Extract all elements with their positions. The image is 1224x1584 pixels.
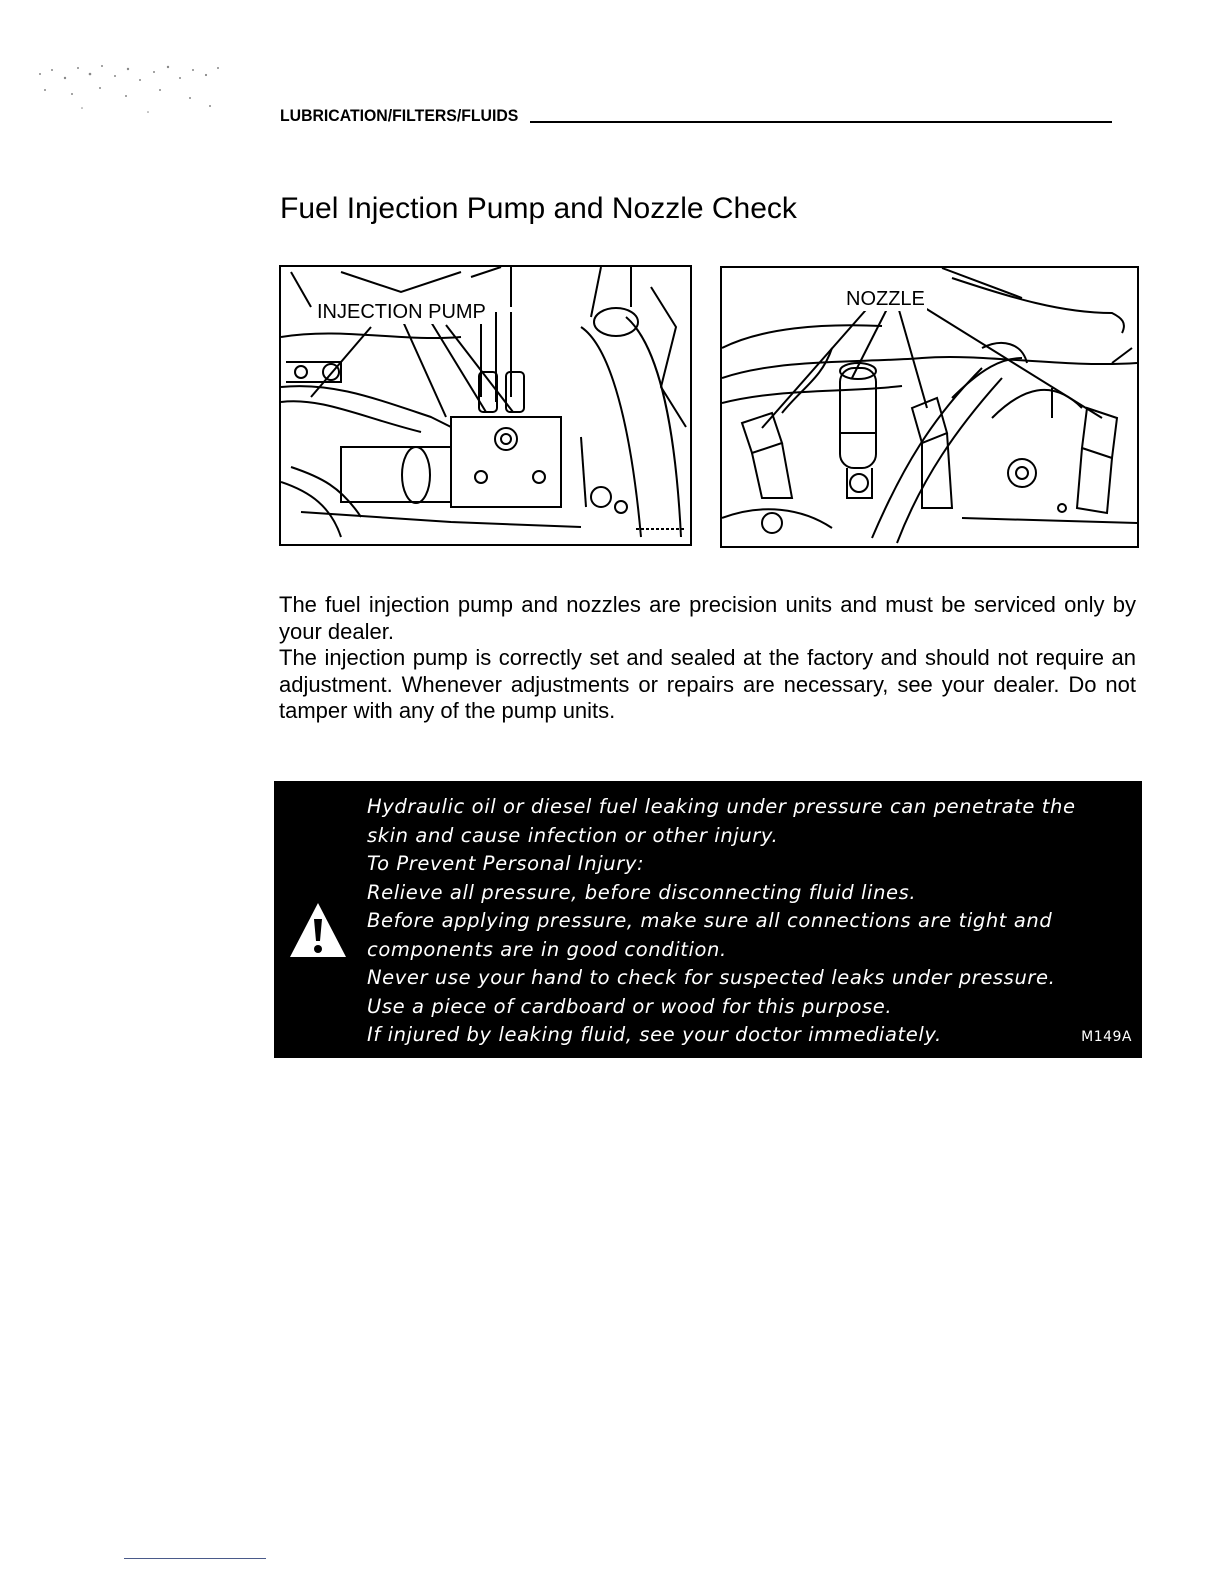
warning-line: To Prevent Personal Injury: <box>367 852 645 875</box>
body-paragraph-2: The injection pump is correctly set and sealed at the factory and should not require an adjustment. Whenever adjustments or repairs are necessary, see your dealer. Do not tamper with any of the pump units. <box>279 645 1136 723</box>
header-rule <box>530 121 1112 123</box>
injection-pump-label: INJECTION PUMP <box>317 301 486 323</box>
warning-triangle-icon <box>288 901 348 959</box>
warning-code: M149A <box>1081 1029 1132 1045</box>
scan-speckle-decoration <box>30 60 230 120</box>
warning-line: Before applying pressure, make sure all connections are tight and <box>367 909 1053 932</box>
body-paragraph-1: The fuel injection pump and nozzles are precision units and must be serviced only by your dealer. <box>279 592 1136 644</box>
page-title: Fuel Injection Pump and Nozzle Check <box>280 192 797 225</box>
footer-rule <box>124 1558 266 1559</box>
nozzle-figure <box>720 266 1139 548</box>
warning-line: Relieve all pressure, before disconnecting fluid lines. <box>367 880 917 904</box>
page-header <box>280 106 1112 126</box>
warning-line: Never use your hand to check for suspected leaks under pressure. <box>367 966 1056 989</box>
nozzle-label: NOZZLE <box>846 288 925 310</box>
body-text <box>279 592 1136 725</box>
warning-line: Hydraulic oil or diesel fuel leaking under pressure can penetrate the <box>367 795 1076 818</box>
warning-text <box>367 793 1137 1050</box>
warning-line: skin and cause infection or other injury. <box>367 823 779 847</box>
nozzle-illustration <box>722 268 1137 546</box>
injection-pump-figure <box>279 265 692 546</box>
warning-line: Use a piece of cardboard or wood for this purpose. <box>367 994 893 1018</box>
warning-line: If injured by leaking fluid, see your doctor immediately. <box>367 1023 942 1046</box>
warning-line: components are in good condition. <box>367 937 727 961</box>
section-title: LUBRICATION/FILTERS/FLUIDS <box>280 106 519 125</box>
warning-box <box>274 781 1142 1058</box>
